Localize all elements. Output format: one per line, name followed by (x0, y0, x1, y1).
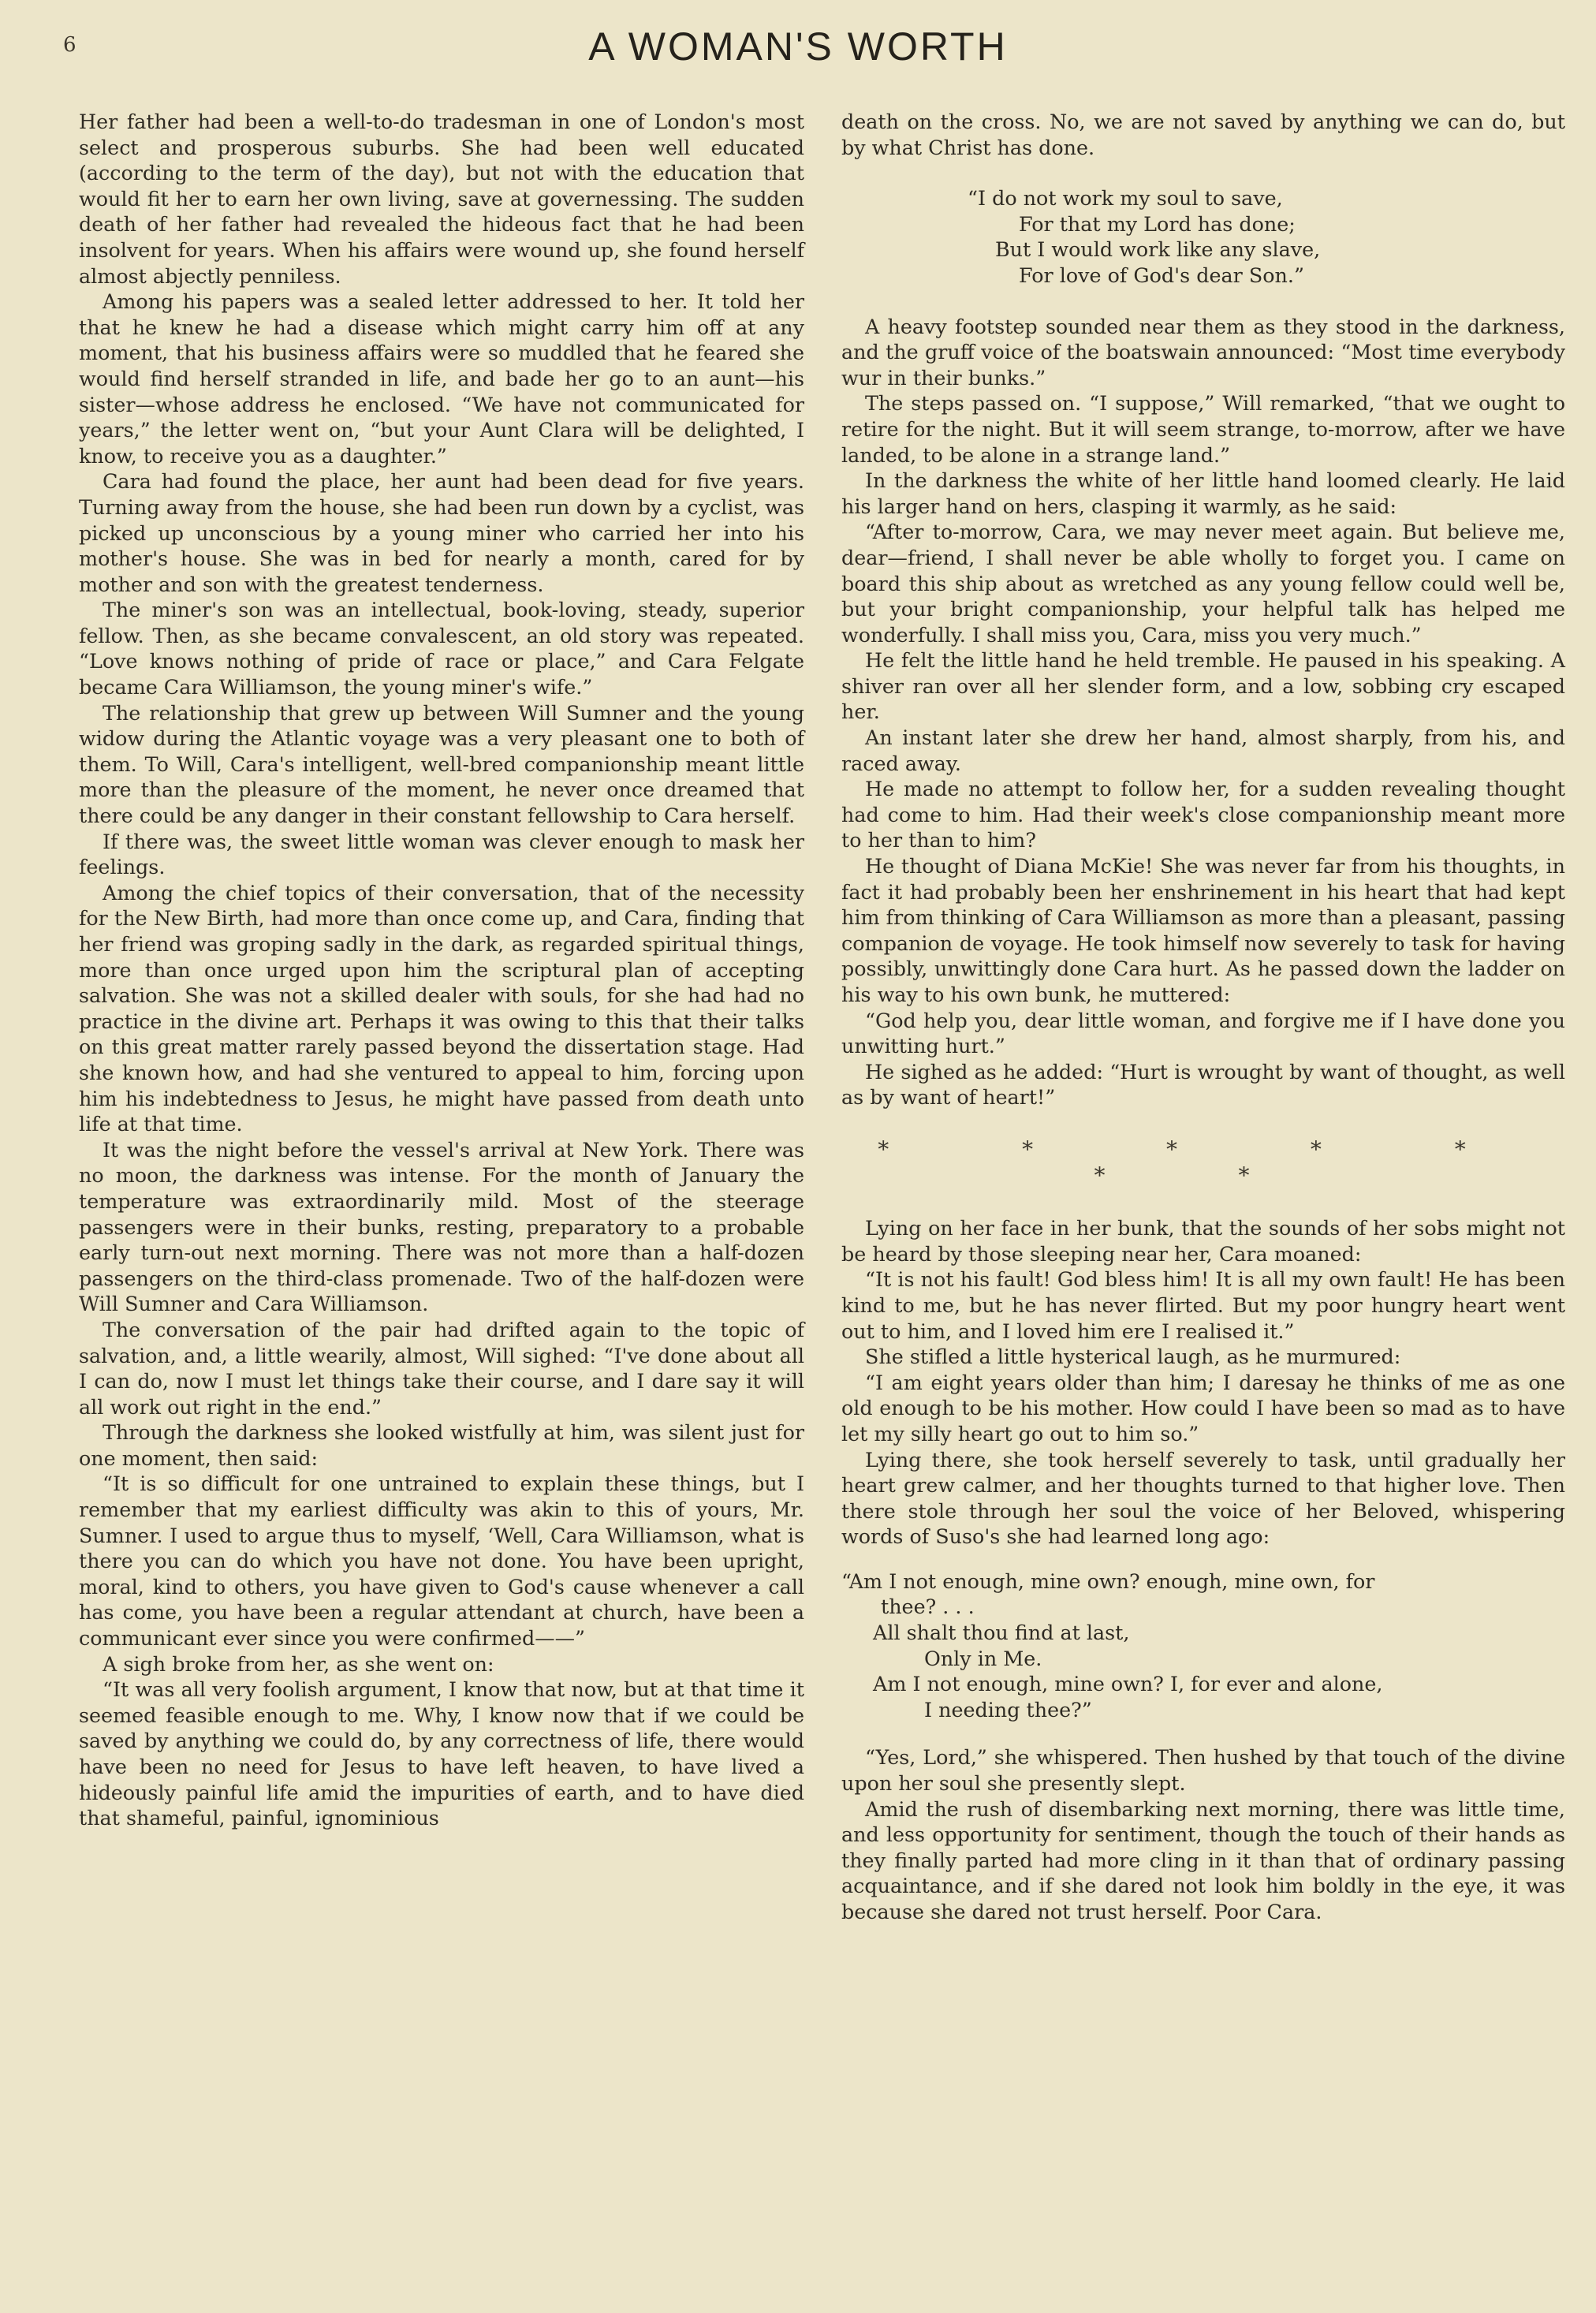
hymn-line: I needing thee?” (924, 1697, 1092, 1722)
paragraph: “I am eight years older than him; I daresay he thinks of me as one old enough to be his mother. How could I have been so mad as to have let my silly heart go out to him so.” (841, 1370, 1565, 1446)
paragraph: “It is not his fault! God bless him! It is all my own fault! He has been kind to me, but he has never flirted. But my poor hungry heart went out to him, and I loved him ere I realised it.” (841, 1267, 1565, 1343)
hymn-line: “Am I not enough, mine own? enough, mine own, for (841, 1569, 1375, 1593)
hymn-line: thee? . . . (881, 1595, 975, 1619)
paragraph: “It was all very foolish argument, I know that now, but at that time it seemed feasible enough to me. Why, I know now that if we could be saved by anything we could do, by any correctness of life, there would have been no need for Jesus to have left heaven, to have lived a hideously painful life amid the impurities of earth, and to have died that shameful, painful, ignominious (79, 1677, 804, 1830)
hymn-block (841, 1569, 1565, 1723)
paragraph: A heavy footstep sounded near them as they stood in the darkness, and the gruff voice of the boatswain announced: “Most time everybody wur in their bunks.” (841, 314, 1565, 390)
verse-line: For that my Lord has done; (1019, 211, 1296, 236)
paragraph-continuation: death on the cross. No, we are not saved by anything we can do, but by what Christ has done. (841, 110, 1565, 159)
paragraph: “It is so difficult for one untrained to explain these things, but I remember that my earliest difficulty was akin to this of yours, Mr. Sumner. I used to argue thus to myself, ‘Well, Cara Williamson, what is there you can do which you have not done. You have been upright, moral, kind to others, you have given to God's cause whenever a call has come, you have been a regular attendant at church, have been a communicant ever since you were confirmed——” (79, 1472, 804, 1651)
paragraph: Her father had been a well-to-do tradesman in one of London's most select and prosperous suburbs. She had been well educated (according to the term of the day), but not with the education that would fit her to earn her own living, save at governessing. The sudden death of her father had revealed the hideous fact that he had been insolvent for years. When his affairs were wound up, she found herself almost abjectly penniless. (79, 110, 804, 288)
paragraph: He felt the little hand he held tremble. He paused in his speaking. A shiver ran over all her slender form, and a low, sobbing cry escaped her. (841, 648, 1565, 724)
left-column (79, 109, 804, 1831)
paragraph: Lying on her face in her bunk, that the sounds of her sobs might not be heard by those sleeping near her, Cara moaned: (841, 1216, 1565, 1266)
paragraph: He thought of Diana McKie! She was never far from his thoughts, in fact it had probably been her enshrinement in his heart that had kept him from thinking of Cara Williamson as more than a pleasant, passing companion de voyage. He took himself now severely to task for having possibly, unwittingly done Cara hurt. As he passed down the ladder on his way to his own bunk, he muttered: (841, 854, 1565, 1006)
paragraph: Among his papers was a sealed letter addressed to her. It told her that he knew he had a disease which might carry him off at any moment, that his business affairs were so muddled that he feared she would find herself stranded in life, and bade her go to an aunt—his sister—whose address he enclosed. “We have not communicated for years,” the letter went on, “but your Aunt Clara will be delighted, I know, to receive you as a daughter.” (79, 289, 804, 468)
verse-block (841, 185, 1565, 288)
paragraph: Among the chief topics of their conversation, that of the necessity for the New Birth, had more than once come up, and Cara, finding that her friend was groping sadly in the dark, as regarded spiritual things, more than once urged upon him the scriptural plan of accepting salvation. She was not a skilled dealer with souls, for she had had no practice in the divine art. Perhaps it was owing to this that their talks on this great matter rarely passed beyond the dissertation stage. Had she known how, and had she ventured to appeal to him, forcing upon him his indebtedness to Jesus, he might have passed from death unto life at that time. (79, 880, 804, 1136)
paragraph: An instant later she drew her hand, almost sharply, from his, and raced away. (841, 726, 1565, 775)
paragraph: Through the darkness she looked wistfully at him, was silent just for one moment, then said: (79, 1420, 804, 1470)
paragraph: “God help you, dear little woman, and forgive me if I have done you unwitting hurt.” (841, 1008, 1565, 1058)
paragraph: A sigh broke from her, as she went on: (103, 1651, 494, 1676)
verse-line: For love of God's dear Son.” (1019, 263, 1304, 287)
paragraph: Amid the rush of disembarking next morning, there was little time, and less opportunity for sentiment, though the touch of their hands as they finally parted had more cling in it than that of ordinary passing acquaintance, and if she dared not look him boldly in the eye, it was because she dared not trust herself. Poor Cara. (841, 1796, 1565, 1923)
paragraph: “Yes, Lord,” she whispered. Then hushed by that touch of the divine upon her soul she presently slept. (841, 1745, 1565, 1796)
paragraph: In the darkness the white of her little hand loomed clearly. He laid his larger hand on hers, clasping it warmly, as he said: (841, 468, 1565, 518)
paragraph: The conversation of the pair had drifted again to the topic of salvation, and, a little wearily, almost, Will sighed: “I've done about all I can do, now I must let things take their course, and I dare say it will all work out right in the end.” (79, 1317, 804, 1419)
hymn-line: All shalt thou find at last, (873, 1621, 1130, 1645)
paragraph: “After to-morrow, Cara, we may never meet again. But believe me, dear—friend, I shall never be able wholly to forget you. I came on board this ship about as wretched as any young fellow could well be, but your bright companionship, your helpful talk has helped me wonderfully. I shall miss you, Cara, miss you very much.” (841, 520, 1565, 647)
paragraph: The relationship that grew up between Will Sumner and the young widow during the Atlantic voyage was a very pleasant one to both of them. To Will, Cara's intelligent, well-bred companionship meant little more than the pleasure of the moment, he never once dreamed that there could be any danger in their constant fellowship to Cara herself. (79, 700, 804, 828)
paragraph: The miner's son was an intellectual, book-loving, steady, superior fellow. Then, as she became convalescent, an old story was repeated. “Love knows nothing of pride of race or place,” and Cara Felgate became Cara Williamson, the young miner's wife.” (79, 598, 804, 699)
paragraph: He made no attempt to follow her, for a sudden revealing thought had come to him. Had their week's close companionship meant more to her than to him? (841, 777, 1565, 852)
paragraph: She stifled a little hysterical laugh, as he murmured: (865, 1345, 1401, 1369)
paragraph: If there was, the sweet little woman was clever enough to mask her feelings. (79, 829, 804, 879)
section-break-stars: * * * * * * * (878, 1136, 1529, 1188)
paragraph: He sighed as he added: “Hurt is wrought by want of thought, as well as by want of heart!” (841, 1059, 1565, 1110)
hymn-line: Am I not enough, mine own? I, for ever and alone, (873, 1672, 1383, 1696)
paragraph: The steps passed on. “I suppose,” Will remarked, “that we ought to retire for the night. But it will seem strange, to-morrow, after we have landed, to be alone in a strange land.” (841, 391, 1565, 467)
paragraph: It was the night before the vessel's arrival at New York. There was no moon, the darkness was intense. For the month of January the temperature was extraordinarily mild. Most of the steerage passengers were in their bunks, resting, preparatory to a probable early turn-out next morning. There was not more than a half-dozen passengers on the third-class promenade. Two of the half-dozen were Will Sumner and Cara Williamson. (79, 1137, 804, 1316)
verse-line: But I would work like any slave, (995, 237, 1321, 262)
right-column (841, 109, 1565, 1925)
hymn-line: Only in Me. (924, 1646, 1042, 1670)
paragraph: Lying there, she took herself severely to task, until gradually her heart grew calmer, and her thoughts turned to that higher love. Then there stole through her soul the voice of her Beloved, whispering words of Suso's she had learned long ago: (841, 1447, 1565, 1549)
running-title: A WOMAN'S WORTH (588, 24, 1008, 69)
page-number: 6 (63, 33, 76, 57)
verse-line: “I do not work my soul to save, (968, 186, 1283, 211)
paragraph: Cara had found the place, her aunt had been dead for five years. Turning away from the house, she had been run down by a cyclist, was picked up unconscious by a young miner who carried her into his mother's house. She was in bed for nearly a month, cared for by mother and son with the greatest tenderness. (79, 469, 804, 596)
